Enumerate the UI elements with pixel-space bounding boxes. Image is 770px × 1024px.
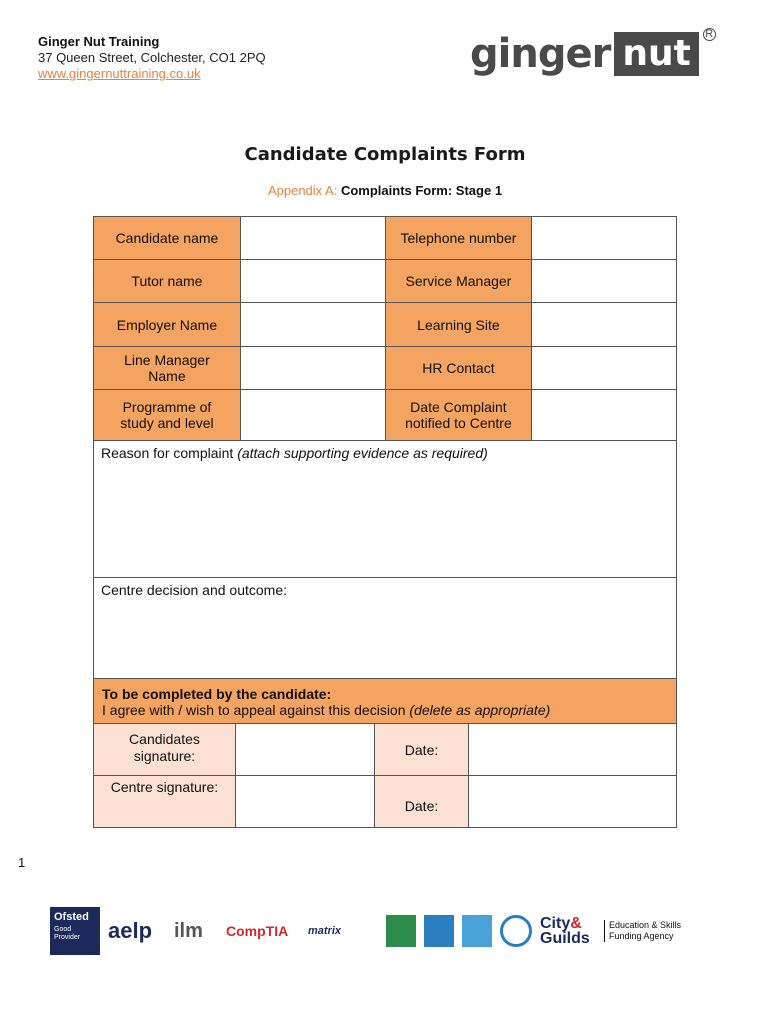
- ginger-nut-logo: [470, 30, 716, 78]
- logo-text-nut: nut: [614, 32, 698, 76]
- date-complaint-notified-label: Date Complaint notified to Centre: [385, 390, 532, 441]
- complaints-form-table: [93, 216, 677, 726]
- programme-of-study-label: Programme of study and level: [94, 390, 241, 441]
- centre-date-field[interactable]: [469, 776, 677, 828]
- decision-label: Centre decision and outcome:: [101, 582, 287, 598]
- ilm-logo: ilm: [174, 919, 203, 942]
- reason-label: Reason for complaint: [101, 445, 234, 461]
- cityguilds-guilds: Guilds: [540, 930, 590, 947]
- date-complaint-notified-field[interactable]: [532, 390, 677, 441]
- telephone-number-label: Telephone number: [385, 217, 532, 260]
- signature-table: [93, 723, 677, 828]
- form-subtitle: [0, 183, 770, 198]
- aelp-logo: aelp: [108, 918, 153, 943]
- stage-label: Complaints Form: Stage 1: [340, 183, 503, 198]
- candidate-name-field[interactable]: [240, 217, 385, 260]
- employer-name-field[interactable]: [240, 303, 385, 347]
- service-manager-label: Service Manager: [385, 260, 532, 303]
- reason-for-complaint-box[interactable]: [94, 441, 677, 578]
- accreditation-badge-logo: [424, 915, 454, 947]
- cityguilds-city: City: [540, 915, 571, 932]
- ofsted-logo: [50, 907, 100, 955]
- matrix-logo: matrix: [308, 925, 342, 937]
- esfa-logo: Education & Skills Funding Agency: [604, 920, 682, 942]
- candidate-date-field[interactable]: [469, 724, 677, 776]
- centre-decision-box[interactable]: [94, 578, 677, 679]
- hr-contact-field[interactable]: [532, 347, 677, 390]
- form-row: [94, 303, 677, 347]
- candidate-name-label: Candidate name: [94, 217, 241, 260]
- line-manager-name-label: Line Manager Name: [94, 347, 241, 390]
- registered-mark: R: [703, 28, 716, 41]
- candidate-statement: [94, 679, 677, 726]
- candidate-heading: To be completed by the candidate:: [102, 686, 332, 702]
- org-name: Ginger Nut Training: [38, 34, 160, 49]
- programme-of-study-field[interactable]: [240, 390, 385, 441]
- org-website-link[interactable]: www.gingernuttraining.co.uk: [38, 66, 201, 81]
- reason-row: [94, 441, 677, 578]
- telephone-number-field[interactable]: [532, 217, 677, 260]
- employer-name-label: Employer Name: [94, 303, 241, 347]
- circular-badge-logo: [500, 915, 532, 947]
- candidates-signature-field[interactable]: [235, 724, 374, 776]
- form-title: Candidate Complaints Form: [244, 144, 526, 165]
- centre-signature-field[interactable]: [235, 776, 374, 828]
- organisation-details: [38, 34, 266, 82]
- candidate-date-label: Date:: [374, 724, 469, 776]
- org-address: 37 Queen Street, Colchester, CO1 2PQ: [38, 50, 266, 65]
- line-manager-name-field[interactable]: [240, 347, 385, 390]
- decision-row: [94, 578, 677, 679]
- ofsted-subtext: Good Provider: [54, 926, 81, 941]
- candidate-note: (delete as appropriate): [409, 702, 551, 718]
- accreditation-card-logo: [462, 915, 492, 947]
- cityguilds-amp: &: [570, 915, 582, 932]
- city-and-guilds-logo: [540, 916, 596, 946]
- signature-row: [94, 724, 677, 776]
- candidates-signature-label: Candidates signature:: [94, 724, 236, 776]
- hr-contact-label: HR Contact: [385, 347, 532, 390]
- accreditation-logos: [50, 906, 730, 956]
- form-row: [94, 260, 677, 303]
- tutor-name-label: Tutor name: [94, 260, 241, 303]
- form-row: [94, 390, 677, 441]
- learning-site-label: Learning Site: [385, 303, 532, 347]
- learning-site-field[interactable]: [532, 303, 677, 347]
- candidate-statement-row: [94, 679, 677, 726]
- page-number: 1: [18, 855, 26, 870]
- bcs-logo: [386, 915, 416, 947]
- comptia-logo: CompTIA: [226, 923, 289, 939]
- form-row: [94, 217, 677, 260]
- form-row: [94, 347, 677, 390]
- service-manager-field[interactable]: [532, 260, 677, 303]
- reason-note: (attach supporting evidence as required): [237, 445, 488, 461]
- tutor-name-field[interactable]: [240, 260, 385, 303]
- appendix-label: Appendix A:: [267, 183, 338, 198]
- centre-date-label: Date:: [374, 776, 469, 828]
- logo-text-ginger: ginger: [470, 31, 611, 77]
- signature-row: [94, 776, 677, 828]
- centre-signature-label: Centre signature:: [94, 776, 236, 828]
- ofsted-text: Ofsted: [54, 911, 89, 923]
- candidate-text: I agree with / wish to appeal against this decision: [102, 702, 406, 718]
